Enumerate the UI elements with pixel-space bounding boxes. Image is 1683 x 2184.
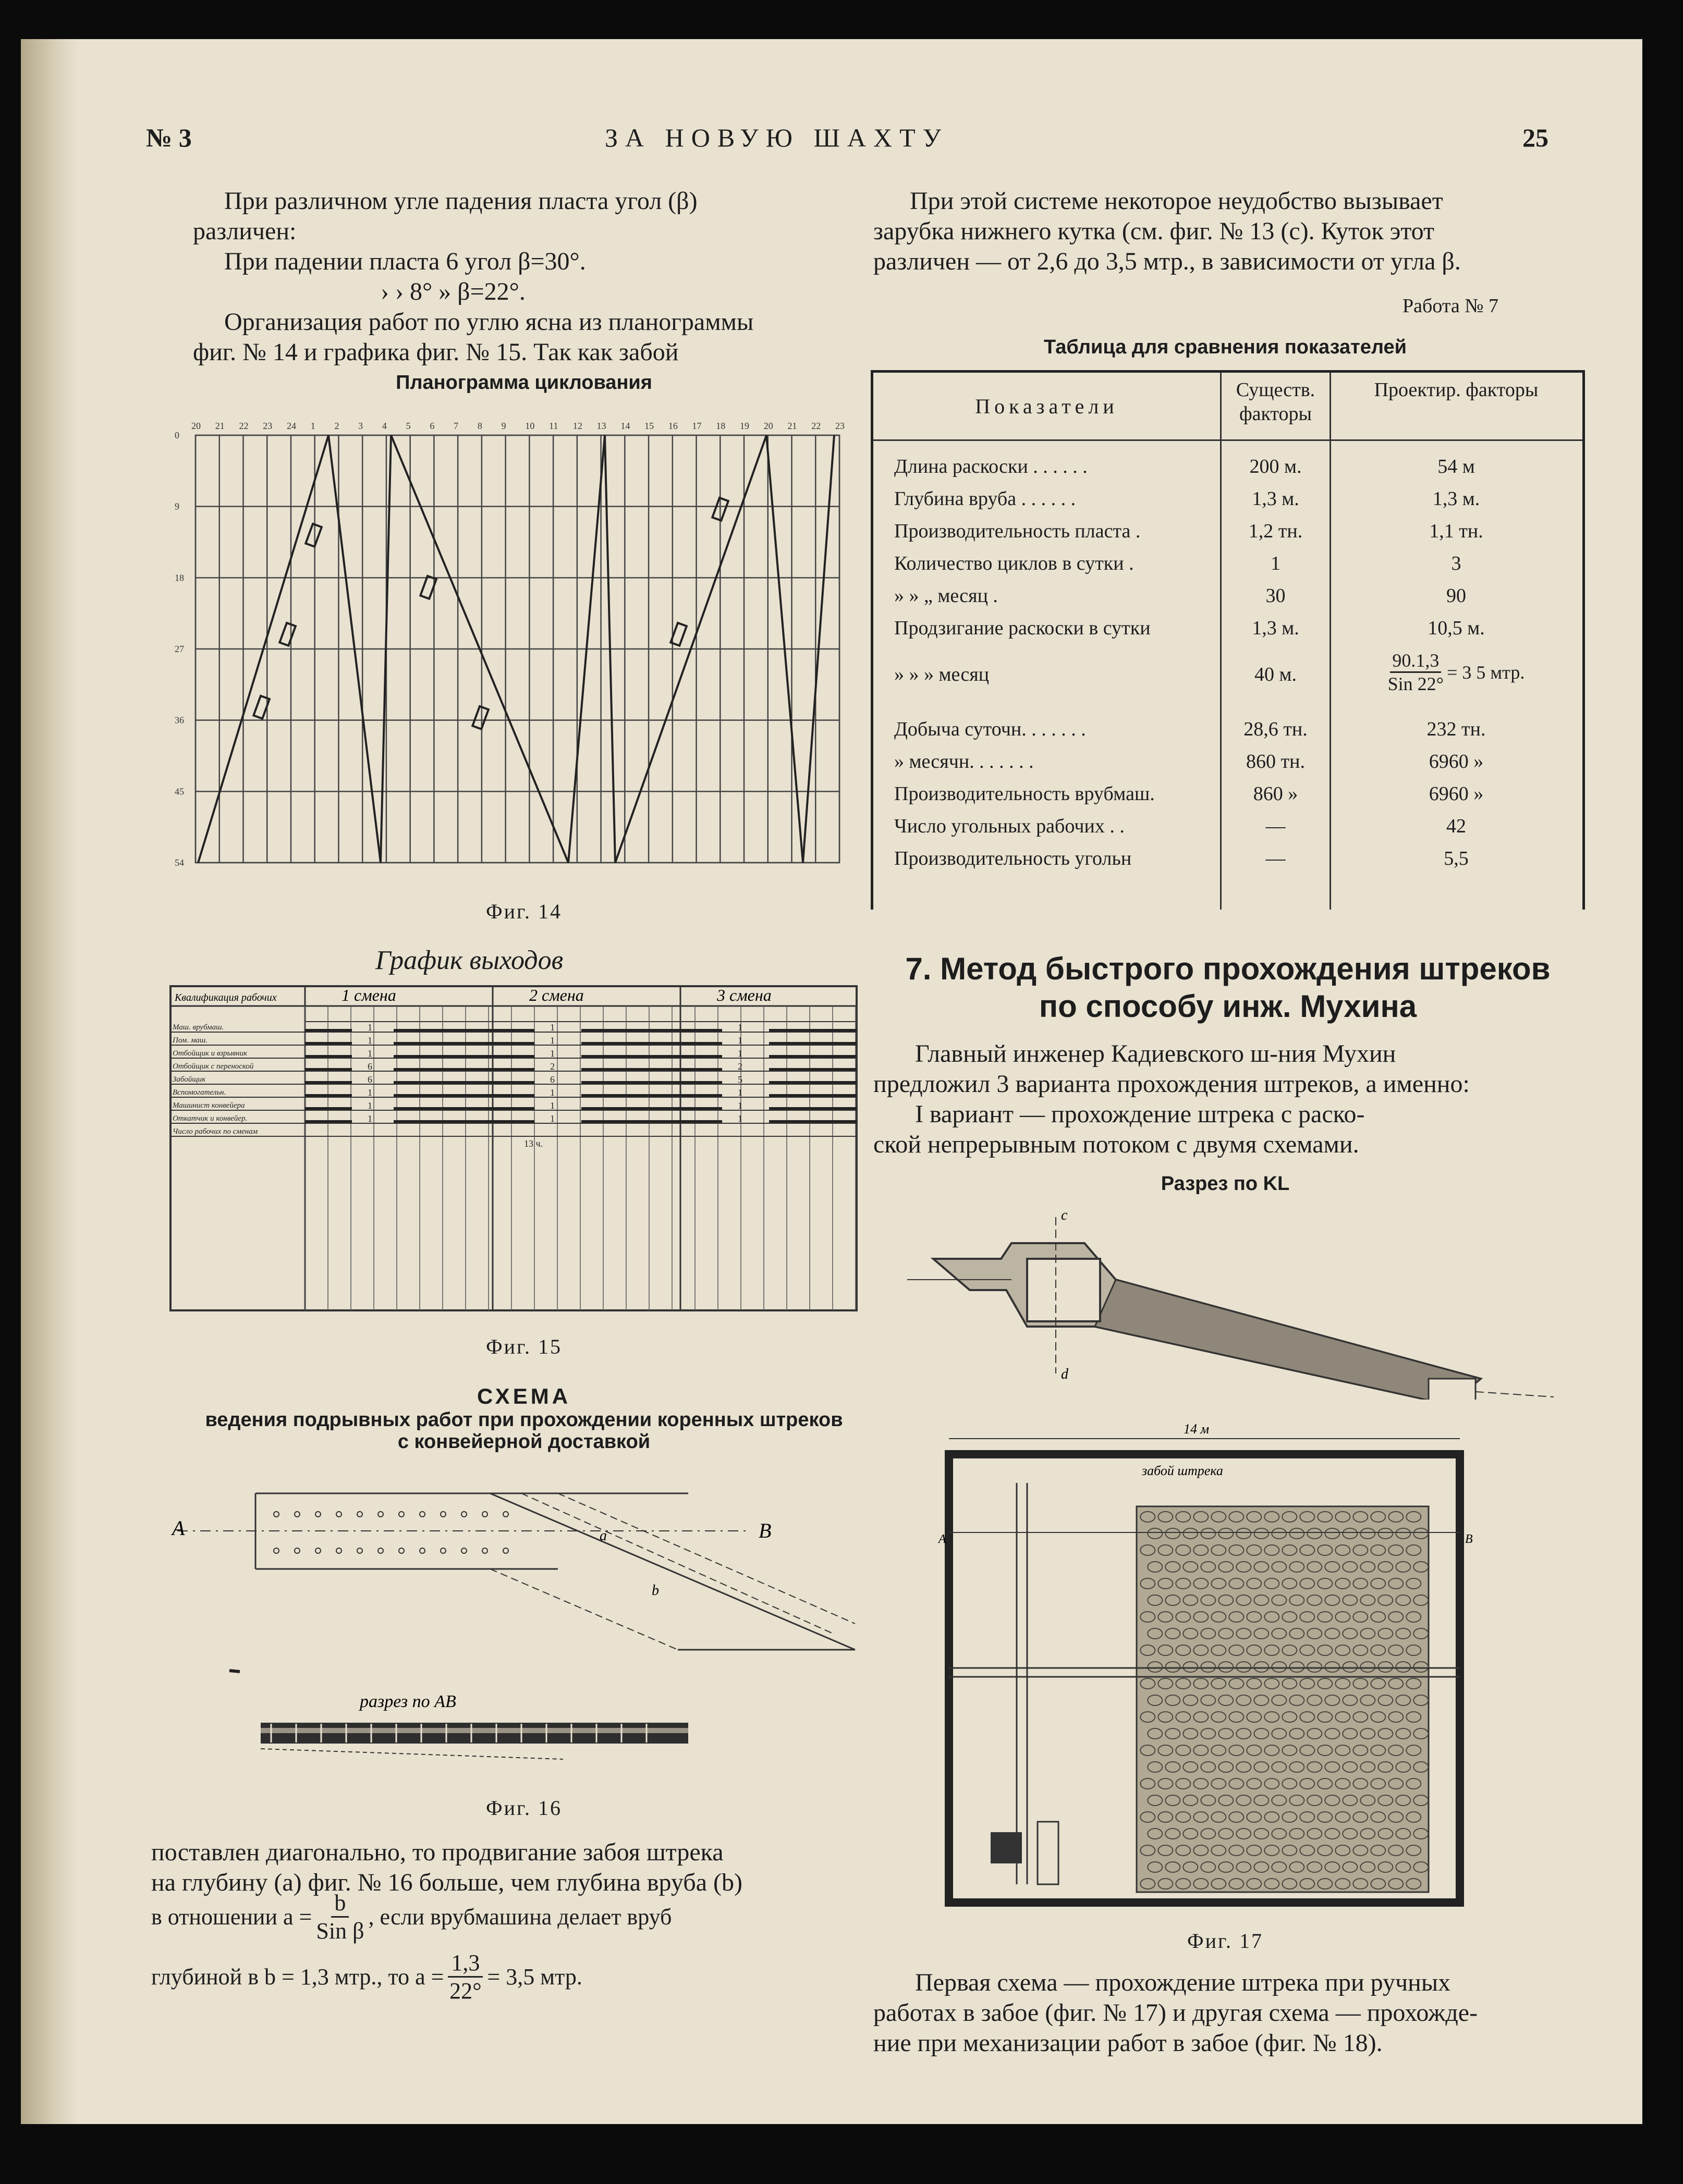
table-cell-projected: 5,5 xyxy=(1444,848,1469,869)
schedule-row-label: Машинист конвейера xyxy=(173,1101,245,1110)
table-header-existing: Существ. факторы xyxy=(1236,379,1315,425)
table-cell-existing: — xyxy=(1265,848,1286,869)
planogram-hour-tick: 3 xyxy=(358,421,363,431)
schedule-worker-count: 1 xyxy=(368,1100,372,1111)
table-cell-projected: 3 xyxy=(1451,553,1461,574)
schedule-total: 13 ч. xyxy=(524,1138,543,1149)
table-cell-indicator: Добыча суточн. . . . . . . xyxy=(894,718,1086,740)
schedule-worker-count: 1 xyxy=(550,1087,555,1098)
table-cell-indicator: Количество циклов в сутки . xyxy=(894,553,1134,574)
plan-dimension: 14 м xyxy=(1184,1421,1210,1437)
schedule-worker-count: 1 xyxy=(738,1100,742,1111)
section-label-c: c xyxy=(1061,1207,1068,1223)
schedule-worker-count: 1 xyxy=(368,1035,372,1046)
schedule-row-label: Забойщик xyxy=(173,1075,206,1084)
table-cell-existing: 30 xyxy=(1265,585,1286,607)
table-header-projected: Проектир. факторы xyxy=(1374,379,1539,401)
scheme-depth-a: a xyxy=(600,1528,607,1544)
planogram-hour-tick: 9 xyxy=(501,421,506,431)
issue-number: № 3 xyxy=(146,123,192,152)
page-number: 25 xyxy=(1522,123,1548,152)
right-paragraph-2: Главный инженер Кадиевского ш-ния Мухин предложил 3 варианта прохождения штреков, а именно: I вариант — прохождение штрека с раско- ской непрерывным потоком с двумя схемами. xyxy=(873,1040,1470,1158)
table-row xyxy=(873,645,1582,707)
planogram-hour-tick: 24 xyxy=(286,421,296,431)
table-cell-indicator: Продзигание раскоски в сутки xyxy=(894,617,1151,639)
schedule-worker-count: 2 xyxy=(550,1061,555,1072)
planogram-length-tick: 18 xyxy=(175,572,184,583)
table-reference: Работа № 7 xyxy=(1402,295,1499,317)
table-cell-existing: 28,6 тн. xyxy=(1243,718,1308,740)
planogram-hour-tick: 10 xyxy=(525,421,535,431)
formula-a-over-sin: в отношении a = b Sin β , если врубмашина делает вруб xyxy=(151,1890,672,1944)
fig15-title: График выходов xyxy=(375,946,564,975)
schedule-row-header: Квалификация рабочих xyxy=(175,992,277,1003)
table-cell-projected: 1,1 тн. xyxy=(1429,520,1483,542)
planogram-hour-tick: 22 xyxy=(239,421,249,431)
schedule-worker-count: 1 xyxy=(550,1100,555,1111)
right-paragraph-1: При этой системе некоторое неудобство вызывает зарубка нижнего кутка (см. фиг. № 13 (с). Куток этот различен — от 2,6 до 3,5 мтр., в зависимости от угла β. xyxy=(873,187,1461,275)
schedule-worker-count: 1 xyxy=(738,1035,742,1046)
planogram-length-tick: 27 xyxy=(175,644,184,654)
table-cell-indicator: » месячн. . . . . . . xyxy=(894,751,1034,772)
schedule-row-label: Откатчик и конвейер. xyxy=(173,1114,248,1123)
table-cell-existing: 1,2 тн. xyxy=(1248,520,1303,542)
schedule-worker-count: 6 xyxy=(368,1074,372,1085)
schedule-worker-count: 1 xyxy=(550,1048,555,1059)
fig14-caption: Фиг. 14 xyxy=(486,900,562,923)
table-cell-projected: 6960 » xyxy=(1429,783,1484,805)
table-cell-existing: 860 » xyxy=(1253,783,1298,805)
drift-plan-diagram xyxy=(933,1415,1496,1916)
table-cell-projected: 6960 » xyxy=(1429,751,1484,772)
table-cell-projected: 10,5 м. xyxy=(1428,617,1485,639)
schedule-row-label: Пом. маш. xyxy=(173,1036,208,1045)
table-cell-indicator: Число угольных рабочих . . xyxy=(894,815,1125,837)
table-cell-indicator: Длина раскоски . . . . . . xyxy=(894,456,1088,477)
plan-label-b: B xyxy=(1465,1532,1473,1546)
schedule-worker-count: 1 xyxy=(738,1048,742,1059)
table-row xyxy=(873,843,1582,875)
planogram-hour-tick: 22 xyxy=(811,421,821,431)
planogram-length-tick: 0 xyxy=(175,430,179,440)
table-cell-existing: 860 тн. xyxy=(1246,751,1305,772)
journal-title: ЗА НОВУЮ ШАХТУ xyxy=(605,123,949,152)
schedule-row-label: Отбойщик с переноской xyxy=(173,1062,254,1071)
schedule-worker-count: 1 xyxy=(368,1113,372,1124)
table-cell-projected: 42 xyxy=(1446,815,1466,837)
schedule-row-label: Маш. врубмаш. xyxy=(173,1023,224,1032)
journal-page xyxy=(21,39,1642,2124)
planogram-hour-tick: 14 xyxy=(620,421,630,431)
table-row xyxy=(873,746,1582,778)
fig16-caption: Фиг. 16 xyxy=(486,1796,562,1820)
planogram-length-tick: 45 xyxy=(175,786,184,797)
table-monthly-formula: 90.1,3 Sin 22° = 3 5 мтр. xyxy=(1387,650,1525,694)
table-cell-existing: 200 м. xyxy=(1249,456,1302,477)
table-cell-projected: 1,3 м. xyxy=(1432,488,1480,510)
fig17-section-title: Разрез по KL xyxy=(1161,1173,1290,1195)
blasting-scheme-diagram xyxy=(156,1467,876,1790)
planogram-hour-tick: 18 xyxy=(716,421,726,431)
shift-1-label: 1 смена xyxy=(342,986,396,1004)
shift-schedule-chart xyxy=(169,985,858,1319)
section-ab-label: разрез по АВ xyxy=(360,1692,456,1711)
planogram-hour-tick: 16 xyxy=(668,421,678,431)
table-header-indicators: Показатели xyxy=(975,394,1118,418)
page-binding-edge xyxy=(21,39,78,2124)
fig17-caption: Фиг. 17 xyxy=(1187,1929,1263,1953)
schedule-worker-count: 1 xyxy=(550,1113,555,1124)
comparison-table xyxy=(871,370,1585,910)
shift-2-label: 2 смена xyxy=(529,986,584,1004)
planogram-hour-tick: 21 xyxy=(215,421,225,431)
table-row xyxy=(873,483,1582,516)
table-cell-existing: 1,3 м. xyxy=(1252,488,1299,510)
right-paragraph-3: Первая схема — прохождение штрека при ручных работах в забое (фиг. № 17) и другая схема — прохожде- ние при механизации работ в забое (фиг. № 18). xyxy=(873,1969,1478,2057)
table-row xyxy=(873,516,1582,548)
table-cell-indicator: Глубина вруба . . . . . . xyxy=(894,488,1076,510)
table-cell-indicator: Производительность угольн xyxy=(894,848,1132,869)
left-paragraph-1: При различном угле падения пласта угол (β) различен: При падении пласта 6 угол β=30°. › › 8° » β=22°. Организация работ по углю ясна из планограммы фиг. № 14 и графика фиг. № 15. Так как забой xyxy=(193,187,754,366)
section-label-d: d xyxy=(1061,1366,1068,1382)
planogram-hour-tick: 17 xyxy=(692,421,702,431)
fig16-subtitle-1: ведения подрывных работ при прохождении коренных штреков xyxy=(205,1409,843,1431)
table-cell-indicator: Производительность врубмаш. xyxy=(894,783,1155,805)
table-cell-existing: 1 xyxy=(1271,553,1280,574)
table-cell-projected xyxy=(1331,649,1581,695)
scheme-depth-b: b xyxy=(652,1582,659,1599)
table-row xyxy=(873,811,1582,843)
planogram-chart xyxy=(156,404,876,889)
schedule-worker-count: 6 xyxy=(550,1074,555,1085)
schedule-row-label: Число рабочих по сменам xyxy=(173,1127,258,1136)
formula-a-value: глубиной в b = 1,3 мтр., то a = $\frac{1,3}{22^\circ}$ = 3,5 мтр. xyxy=(151,1950,582,2004)
left-paragraph-2: поставлен диагонально, то продвигание забоя штрека на глубину (a) фиг. № 16 больше, чем глубина вруба (b) xyxy=(151,1838,742,1896)
table-cell-indicator: Производительность пласта . xyxy=(894,520,1141,542)
shift-3-label: 3 смена xyxy=(717,986,772,1004)
table-row xyxy=(873,778,1582,811)
schedule-worker-count: 6 xyxy=(368,1061,372,1072)
planogram-length-tick: 54 xyxy=(175,857,184,868)
planogram-hour-tick: 13 xyxy=(596,421,606,431)
schedule-worker-count: 1 xyxy=(550,1022,555,1033)
schedule-worker-count: 1 xyxy=(738,1022,742,1033)
schedule-worker-count: 1 xyxy=(550,1035,555,1046)
planogram-hour-tick: 15 xyxy=(644,421,654,431)
schedule-worker-count: 1 xyxy=(738,1113,742,1124)
planogram-hour-tick: 23 xyxy=(835,421,845,431)
schedule-worker-count: 1 xyxy=(368,1048,372,1059)
table-cell-existing: 1,3 м. xyxy=(1252,617,1299,639)
schedule-worker-count: 5 xyxy=(738,1074,742,1085)
fig16-title: СХЕМА xyxy=(477,1384,571,1408)
table-title: Таблица для сравнения показателей xyxy=(1043,336,1407,358)
fig15-caption: Фиг. 15 xyxy=(486,1335,562,1358)
planogram-hour-tick: 2 xyxy=(334,421,339,431)
cross-section-kl-diagram xyxy=(907,1207,1585,1400)
plan-face-label: забой штрека xyxy=(1142,1463,1223,1478)
scheme-label-a: A xyxy=(172,1516,185,1540)
table-cell-existing: — xyxy=(1265,815,1286,837)
planogram-hour-tick: 12 xyxy=(572,421,582,431)
table-row xyxy=(873,451,1582,483)
planogram-length-tick: 9 xyxy=(175,501,179,512)
planogram-length-tick: 36 xyxy=(175,715,184,726)
schedule-row-label: Вспомогательн. xyxy=(173,1088,226,1097)
planogram-hour-tick: 1 xyxy=(310,421,315,431)
planogram-hour-tick: 21 xyxy=(787,421,797,431)
section-7-heading: 7. Метод быстрого прохождения штреков по способу инж. Мухина xyxy=(905,951,1551,1024)
table-cell-indicator: » » „ месяц . xyxy=(894,585,998,607)
schedule-worker-count: 2 xyxy=(738,1061,742,1072)
planogram-hour-tick: 8 xyxy=(477,421,482,431)
table-cell-indicator: » » » месяц xyxy=(894,664,990,685)
table-row xyxy=(873,548,1582,580)
table-row xyxy=(873,580,1582,612)
table-row xyxy=(873,714,1582,746)
table-cell-projected: 54 м xyxy=(1437,456,1475,477)
schedule-worker-count: 1 xyxy=(368,1022,372,1033)
plan-label-a: A xyxy=(938,1532,946,1546)
planogram-hour-tick: 19 xyxy=(740,421,750,431)
planogram-hour-tick: 23 xyxy=(263,421,273,431)
planogram-hour-tick: 6 xyxy=(430,421,435,431)
fig16-subtitle-2: с конвейерной доставкой xyxy=(397,1431,651,1453)
planogram-hour-tick: 4 xyxy=(382,421,387,431)
table-cell-projected: 90 xyxy=(1446,585,1466,607)
fig14-title: Планограмма циклования xyxy=(396,372,652,394)
schedule-row-label: Отбойщик и взрывник xyxy=(173,1049,248,1058)
planogram-hour-tick: 7 xyxy=(454,421,459,431)
table-row xyxy=(873,612,1582,645)
planogram-hour-tick: 20 xyxy=(763,421,773,431)
planogram-hour-tick: 11 xyxy=(549,421,558,431)
schedule-worker-count: 1 xyxy=(738,1087,742,1098)
planogram-hour-tick: 5 xyxy=(406,421,411,431)
table-cell-projected: 232 тн. xyxy=(1426,718,1486,740)
schedule-worker-count: 1 xyxy=(368,1087,372,1098)
planogram-hour-tick: 20 xyxy=(191,421,201,431)
scheme-label-b: B xyxy=(759,1519,772,1542)
table-cell-existing: 40 м. xyxy=(1254,664,1297,685)
